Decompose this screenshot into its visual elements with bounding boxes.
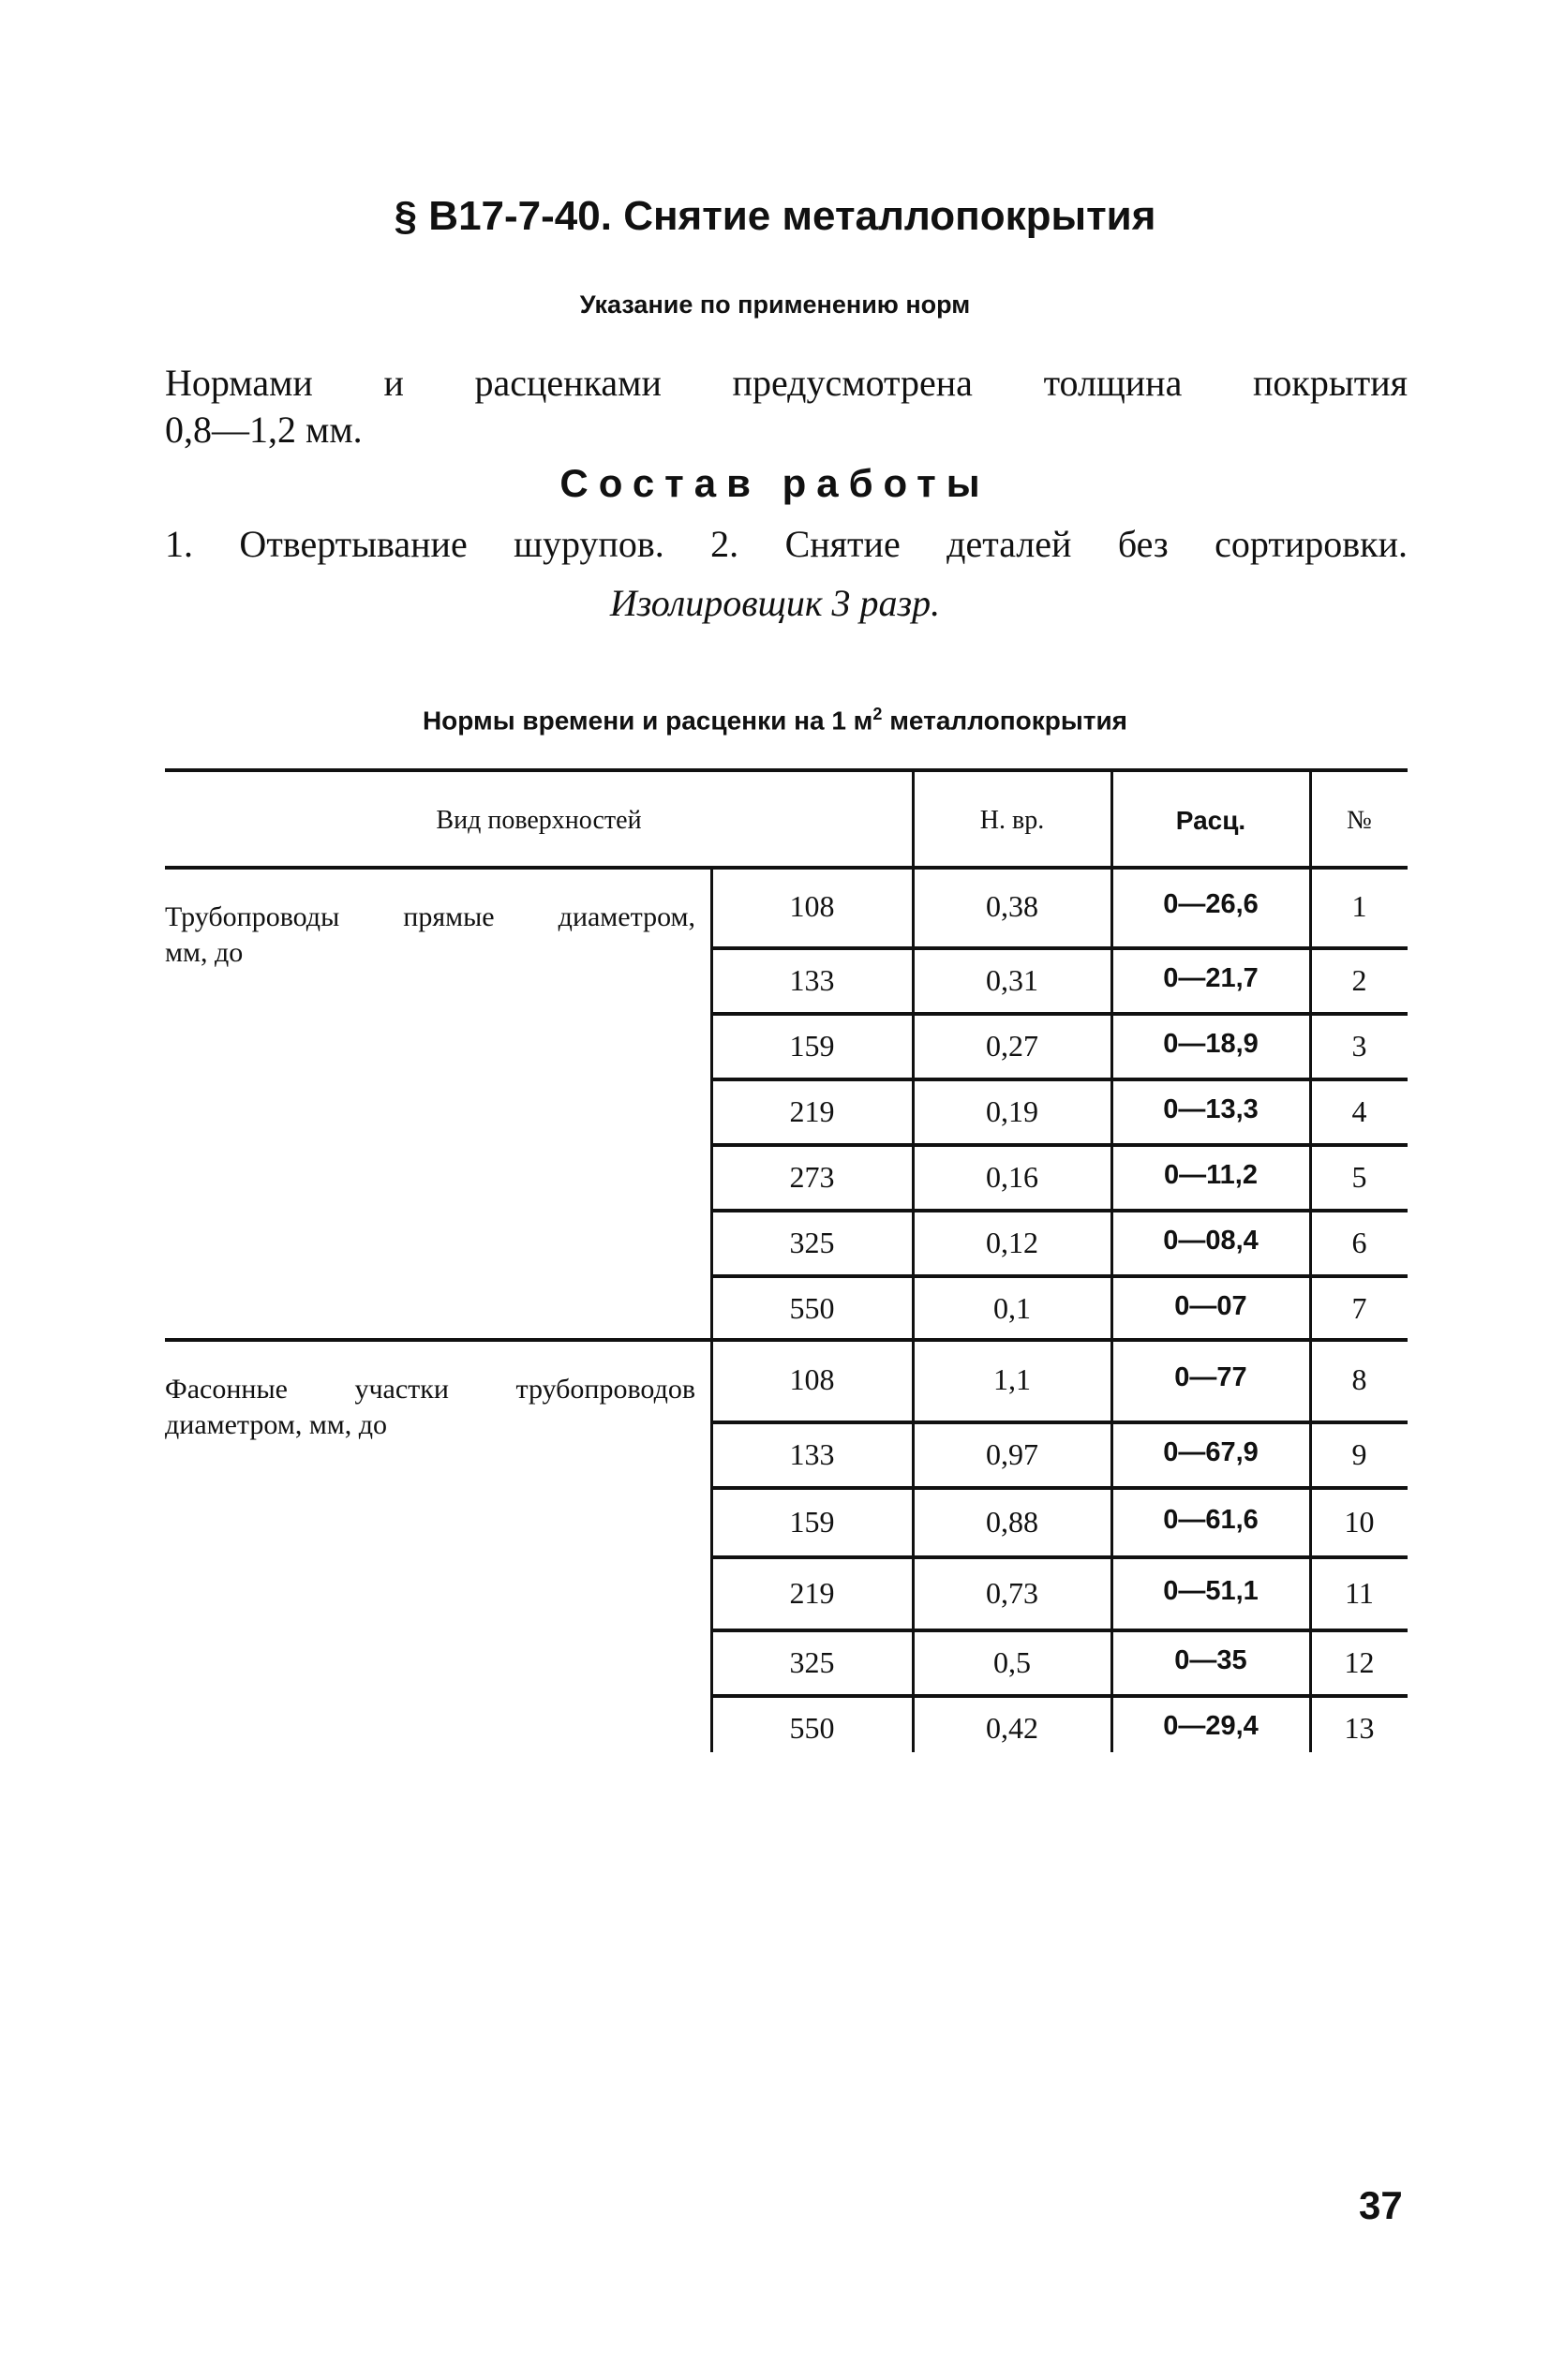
row-separator bbox=[712, 1012, 1408, 1016]
cell-diam: 108 bbox=[789, 889, 835, 923]
row-separator bbox=[712, 1421, 1408, 1424]
cell-rate: 0—18,9 bbox=[1163, 1029, 1259, 1059]
cell-time: 0,12 bbox=[986, 1226, 1038, 1259]
composition-text: 1. Отвертывание шурупов. 2. Снятие деталей без сортировки. bbox=[165, 523, 1408, 565]
cell-num: 6 bbox=[1351, 1226, 1367, 1259]
group-label-straight-pipes-line1: Трубопроводы прямые диаметром, bbox=[165, 901, 695, 932]
cell-time: 0,88 bbox=[986, 1505, 1038, 1539]
header-number: № bbox=[1347, 806, 1372, 835]
cell-num: 8 bbox=[1351, 1362, 1367, 1396]
cell-diam: 108 bbox=[789, 1362, 835, 1396]
group-label-shaped-pipes-line1: Фасонные участки трубопроводов bbox=[165, 1374, 695, 1405]
intro-text-line1: Нормами и расценками предусмотрена толщина покрытия bbox=[165, 362, 1408, 404]
cell-num: 7 bbox=[1351, 1291, 1367, 1325]
table-caption-end: металлопокрытия bbox=[882, 706, 1128, 736]
table-caption-main: Нормы времени и расценки на 1 м bbox=[422, 706, 873, 736]
cell-rate: 0—21,7 bbox=[1163, 963, 1259, 993]
worker-grade: Изолировщик 3 разр. bbox=[609, 582, 941, 624]
cell-diam: 219 bbox=[789, 1094, 835, 1128]
cell-diam: 325 bbox=[789, 1645, 835, 1679]
cell-rate: 0—11,2 bbox=[1164, 1160, 1258, 1190]
cell-num: 3 bbox=[1351, 1029, 1367, 1063]
cell-diam: 133 bbox=[789, 963, 835, 997]
header-divider-1 bbox=[912, 768, 915, 868]
section-title: § В17-7-40. Снятие металлопокрытия bbox=[394, 193, 1156, 239]
cell-num: 10 bbox=[1344, 1505, 1375, 1539]
cell-diam: 159 bbox=[789, 1029, 835, 1063]
row-separator bbox=[712, 1274, 1408, 1278]
cell-diam: 550 bbox=[789, 1711, 835, 1745]
row-separator bbox=[712, 946, 1408, 950]
composition-heading: Состав работы bbox=[559, 461, 991, 505]
cell-rate: 0—29,4 bbox=[1163, 1711, 1259, 1741]
cell-num: 12 bbox=[1344, 1645, 1375, 1679]
cell-rate: 0—35 bbox=[1174, 1645, 1247, 1675]
cell-time: 0,42 bbox=[986, 1711, 1038, 1745]
group-label-shaped-pipes-line2: диаметром, мм, до bbox=[165, 1409, 388, 1440]
cell-rate: 0—77 bbox=[1174, 1362, 1247, 1392]
cell-time: 0,31 bbox=[986, 963, 1038, 997]
cell-diam: 133 bbox=[789, 1437, 835, 1471]
cell-rate: 0—07 bbox=[1174, 1291, 1247, 1321]
row-separator bbox=[712, 1486, 1408, 1490]
cell-num: 9 bbox=[1351, 1437, 1367, 1471]
cell-num: 11 bbox=[1345, 1576, 1374, 1610]
table-caption bbox=[0, 705, 1550, 736]
cell-time: 0,73 bbox=[986, 1576, 1038, 1610]
cell-rate: 0—08,4 bbox=[1163, 1226, 1259, 1256]
header-surface: Вид поверхностей bbox=[436, 806, 642, 835]
cell-diam: 273 bbox=[789, 1160, 835, 1194]
cell-diam: 325 bbox=[789, 1226, 835, 1259]
header-time: Н. вр. bbox=[979, 806, 1045, 835]
cell-rate: 0—67,9 bbox=[1163, 1437, 1259, 1467]
instructions-heading: Указание по применению норм bbox=[579, 290, 971, 319]
cell-time: 1,1 bbox=[993, 1362, 1031, 1396]
cell-rate: 0—61,6 bbox=[1163, 1505, 1259, 1535]
cell-time: 0,97 bbox=[986, 1437, 1038, 1471]
row-separator bbox=[712, 1629, 1408, 1632]
page-number: 37 bbox=[1359, 2183, 1403, 2227]
table-top-border bbox=[165, 768, 1408, 772]
table-caption-sup: 2 bbox=[872, 705, 883, 723]
row-separator bbox=[712, 1078, 1408, 1081]
row-separator bbox=[712, 1143, 1408, 1147]
group-label-shaped-pipes bbox=[165, 1372, 695, 1443]
row-separator bbox=[712, 1555, 1408, 1559]
cell-time: 0,5 bbox=[993, 1645, 1031, 1679]
cell-num: 13 bbox=[1344, 1711, 1375, 1745]
cell-diam: 159 bbox=[789, 1505, 835, 1539]
cell-rate: 0—51,1 bbox=[1163, 1576, 1259, 1606]
cell-num: 2 bbox=[1351, 963, 1367, 997]
cell-diam: 550 bbox=[789, 1291, 835, 1325]
cell-time: 0,16 bbox=[986, 1160, 1038, 1194]
cell-time: 0,19 bbox=[986, 1094, 1038, 1128]
cell-time: 0,38 bbox=[986, 889, 1038, 923]
cell-rate: 0—13,3 bbox=[1163, 1094, 1259, 1124]
cell-num: 4 bbox=[1351, 1094, 1367, 1128]
header-bottom-border bbox=[165, 866, 1408, 870]
cell-num: 5 bbox=[1351, 1160, 1367, 1194]
intro-text-line2: 0,8—1,2 мм. bbox=[165, 409, 363, 451]
cell-time: 0,27 bbox=[986, 1029, 1038, 1063]
group-separator bbox=[165, 1338, 1408, 1342]
row-separator bbox=[712, 1694, 1408, 1698]
cell-time: 0,1 bbox=[993, 1291, 1031, 1325]
cell-num: 1 bbox=[1351, 889, 1367, 923]
header-rate: Расц. bbox=[1175, 806, 1246, 835]
cell-rate: 0—26,6 bbox=[1163, 889, 1259, 919]
group-label-straight-pipes-line2: мм, до bbox=[165, 937, 244, 968]
row-separator bbox=[712, 1209, 1408, 1212]
group-label-straight-pipes bbox=[165, 900, 695, 971]
cell-diam: 219 bbox=[789, 1576, 835, 1610]
